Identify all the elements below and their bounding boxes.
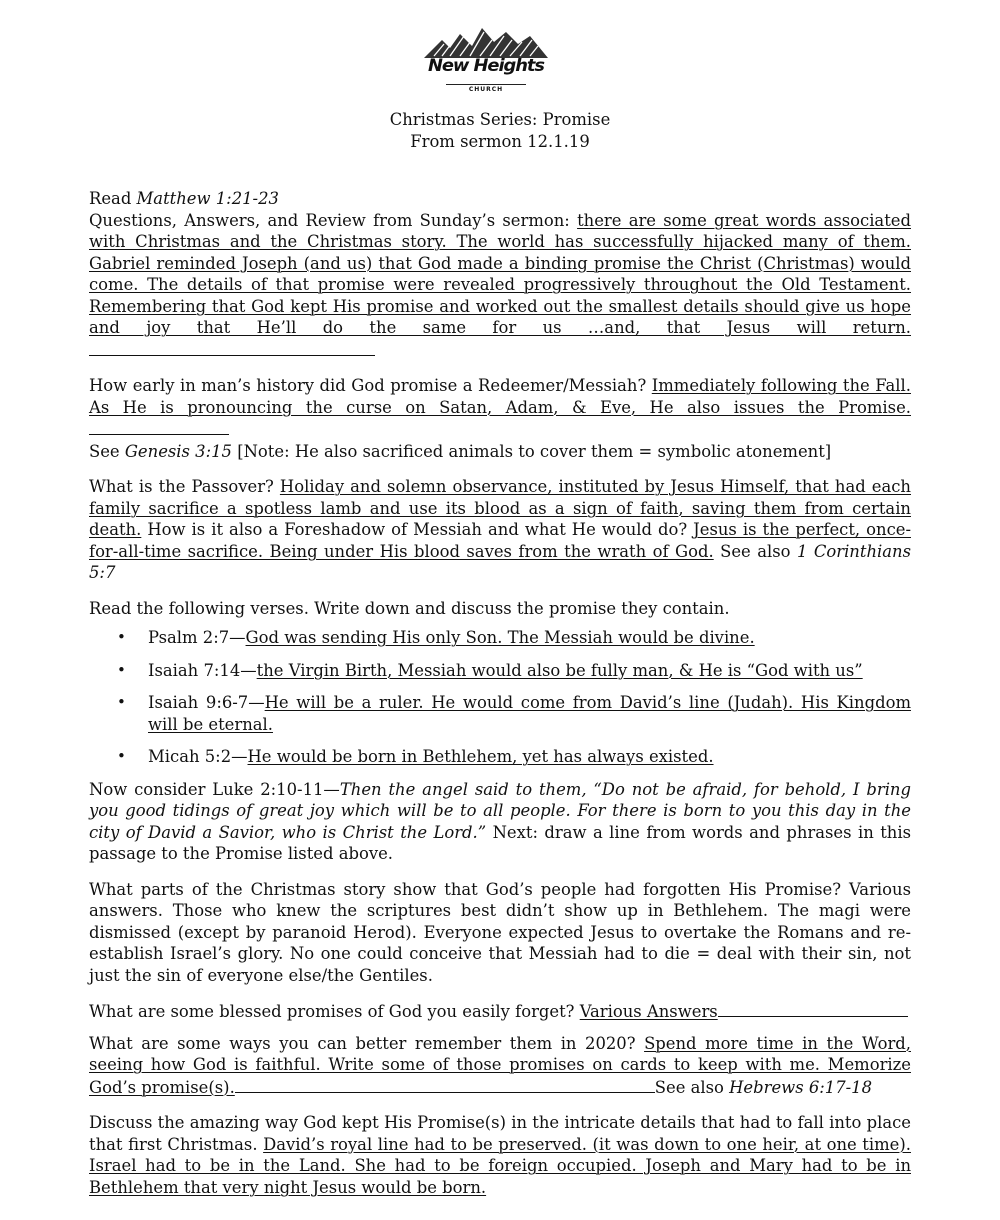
see-label: See [89,441,125,461]
passover-question [89,476,911,584]
luke-lead: Now consider Luke 2:10-11— [89,779,340,799]
question-text: How early in man’s history did God promise a Redeemer/Messiah? [89,376,652,395]
question-text: What are some ways you can better remember them in 2020? [89,1033,645,1053]
remember-question [89,1033,911,1099]
scripture-ref: Genesis 3:15 [124,441,232,461]
sermon-date: From sermon 12.1.19 [410,131,590,151]
verse-ref: Isaiah 9:6-7— [148,693,265,712]
verse-answer: He will be a ruler. He would come from David’s line (Judah). His Kingdom will be eternal. [148,693,911,734]
question-text: How is it also a Foreshadow of Messiah and what He would do? [141,520,694,539]
logo-wordmark: New Heights [427,56,544,76]
discussion-answer: David’s royal line had to be preserved. (it was down to one heir, at one time). Israel had to be in the Land. She had to be foreign occupied. Joseph and Mary had to be in Bethlehem that very night Jesus would be born. [89,1134,911,1197]
question-text: What is the Passover? [89,477,280,496]
note-text: [Note: He also sacrificed animals to cover them = symbolic atonement] [231,441,832,461]
answer-text: Jesus is the perfect, once-for-all-time sacrifice. Being under His blood saves from the wrath of God. [89,520,911,561]
church-logo [420,26,552,98]
verses-intro: Read the following verses. Write down and discuss the promise they contain. [89,598,730,618]
verse-answer: the Virgin Birth, Messiah would also be fully man, & He is “God with us” [256,660,863,680]
genesis-reference [89,441,911,463]
answer-text: Spend more time in the Word, seeing how God is faithful. Write some of those promises on cards to keep with me. Memorize God’s promise(s). [89,1033,911,1097]
answer-text: Holiday and solemn observance, instituted by Jesus Himself, that had each family sacrifice a spotless lamb and use its blood as a sign of faith, saving them from certain death. [89,477,911,539]
logo-subtitle: CHURCH [468,86,504,93]
discussion-paragraph [89,1112,911,1198]
list-item [89,746,911,768]
scripture-ref: 1 Corinthians 5:7 [89,541,911,582]
answer-blank [89,418,229,435]
review-lead: Questions, Answers, and Review from Sunday’s sermon: [89,210,578,230]
blessed-promises-question [89,1000,911,1023]
review-answer: there are some great words associated with Christmas and the Christmas story. The world has successfully hijacked many of them. Gabriel reminded Joseph (and us) that God made a binding promise the Christ (Christmas) would come. The details of that promise were revealed progressively throughout the Old Testament. Remembering that God kept His promise and worked out the smallest details should give us hope and joy that He’ll do the same for us …and, that Jesus will return. [89,210,911,337]
list-item [89,692,911,735]
answer-blank [89,339,375,356]
redeemer-question [89,375,911,441]
discussion-lead: Discuss the amazing way God kept His Promise(s) in the intricate details that had to fall into place that first Christmas. [89,1113,911,1154]
list-item [89,627,911,649]
verse-ref: Psalm 2:7— [148,628,246,647]
answer-text: Various Answers [579,1002,718,1021]
reading-assignment [89,188,911,210]
bullet-icon: • [117,628,126,646]
scripture-ref: Matthew 1:21-23 [136,189,279,208]
bullet-icon: • [117,693,126,711]
bullet-icon: • [117,747,126,765]
luke-quote: Then the angel said to them, “Do not be afraid, for behold, I bring you good tidings of great joy which will be to all people. For there is born to you this day in the city of David a Savior, who is Christ the Lord.” [89,779,911,842]
verse-ref: Micah 5:2— [148,747,248,766]
mountain-logo-icon [420,26,552,60]
list-item [89,660,911,682]
verse-list [89,627,911,768]
document-body [89,188,911,1212]
bullet-icon: • [117,660,126,679]
scripture-ref: Hebrews 6:17-18 [729,1077,873,1097]
luke-instruction: Next: draw a line from words and phrases in this passage to the Promise listed above. [89,822,911,863]
series-title: Christmas Series: Promise [389,110,611,129]
see-label: See also [654,1077,730,1097]
question-text: What are some blessed promises of God you easily forget? [89,1002,580,1021]
luke-paragraph [89,779,911,865]
logo-divider [446,84,526,85]
forgotten-promise-paragraph: What parts of the Christmas story show that God’s people had forgotten His Promise? Various answers. Those who knew the scriptures best didn’t show up in Bethlehem. The magi were dismissed (except by paranoid Herod). Everyone expected Jesus to overtake the Romans and re-establish Israel’s glory. No one could conceive that Messiah had to die = deal with their sin, not just the sin of everyone else/the Gentiles. [89,879,911,985]
document-header [0,109,1000,152]
read-label: Read [89,189,137,208]
answer-blank [235,1076,655,1093]
verse-answer: He would be born in Bethlehem, yet has always existed. [247,747,714,766]
verse-answer: God was sending His only Son. The Messiah would be divine. [245,628,755,647]
review-paragraph [89,210,911,362]
answer-blank [718,1000,908,1017]
verse-ref: Isaiah 7:14— [148,660,257,680]
see-label: See also [713,541,797,561]
answer-text: Immediately following the Fall. As He is pronouncing the curse on Satan, Adam, & Eve, He also issues the Promise. [89,376,911,417]
